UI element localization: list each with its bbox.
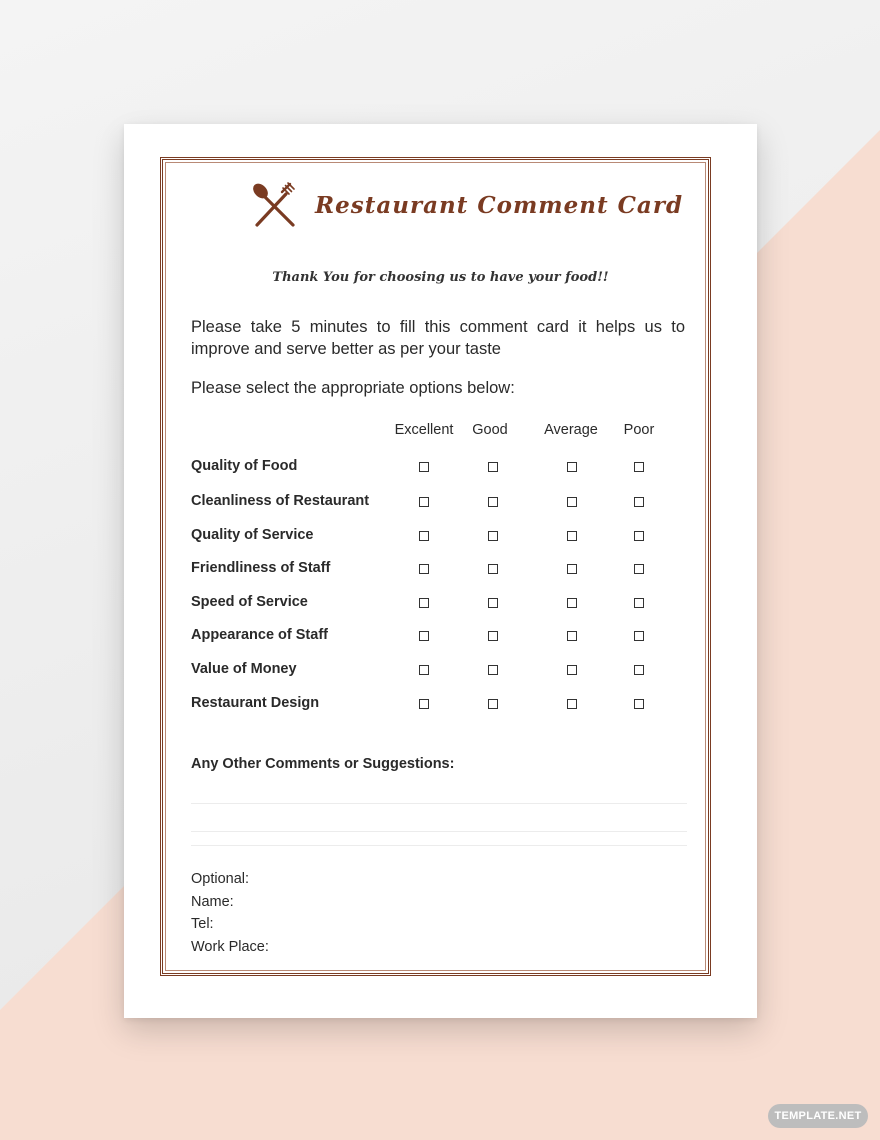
rating-checkbox-excellent[interactable] [419,631,429,641]
rating-checkbox-poor[interactable] [634,497,644,507]
rating-checkbox-average[interactable] [567,531,577,541]
rating-checkbox-poor[interactable] [634,462,644,472]
work-place-field-label[interactable]: Work Place: [191,938,269,955]
rating-checkbox-excellent[interactable] [419,699,429,709]
column-average: Average [544,422,598,438]
select-prompt: Please select the appropriate options below: [191,379,515,397]
rating-checkbox-poor[interactable] [634,665,644,675]
rating-checkbox-poor[interactable] [634,699,644,709]
rating-row [124,560,757,580]
rating-row [124,627,757,647]
rating-row [124,695,757,715]
rating-row-label: Quality of Service [191,527,314,543]
rating-checkbox-excellent[interactable] [419,462,429,472]
rating-row [124,661,757,681]
name-field-label[interactable]: Name: [191,893,234,910]
rating-checkbox-excellent[interactable] [419,564,429,574]
optional-heading: Optional: [191,871,250,887]
rating-checkbox-poor[interactable] [634,564,644,574]
rating-checkbox-good[interactable] [488,598,498,608]
rating-checkbox-average[interactable] [567,699,577,709]
rating-row [124,458,757,478]
rating-checkbox-poor[interactable] [634,631,644,641]
comment-line[interactable] [191,845,687,846]
rating-row [124,493,757,513]
intro-text: Please take 5 minutes to fill this comment card it helps us to improve and serve better as per your taste [191,318,685,358]
rating-row [124,527,757,547]
column-good: Good [472,422,508,438]
rating-checkbox-excellent[interactable] [419,665,429,675]
rating-checkbox-poor[interactable] [634,531,644,541]
watermark-badge: TEMPLATE.NET [768,1104,868,1128]
tel-field-label[interactable]: Tel: [191,916,214,933]
card-header [250,180,683,230]
rating-row-label: Restaurant Design [191,695,320,711]
thank-you-text: Thank You for choosing us to have your food!! [272,270,609,285]
rating-checkbox-excellent[interactable] [419,598,429,608]
column-poor: Poor [623,422,655,438]
rating-checkbox-average[interactable] [567,564,577,574]
rating-row-label: Value of Money [191,661,297,677]
rating-checkbox-good[interactable] [488,631,498,641]
rating-checkbox-good[interactable] [488,497,498,507]
rating-row-label: Quality of Food [191,458,298,474]
comments-label: Any Other Comments or Suggestions: [191,756,455,772]
rating-checkbox-average[interactable] [567,598,577,608]
comment-card-paper [124,124,757,1018]
rating-checkbox-good[interactable] [488,462,498,472]
rating-checkbox-good[interactable] [488,665,498,675]
rating-checkbox-excellent[interactable] [419,497,429,507]
rating-row-label: Appearance of Staff [191,627,328,643]
rating-checkbox-average[interactable] [567,497,577,507]
rating-checkbox-good[interactable] [488,699,498,709]
rating-row-label: Friendliness of Staff [191,560,331,576]
card-title: Restaurant Comment Card [315,191,684,219]
rating-checkbox-good[interactable] [488,531,498,541]
rating-row-label: Speed of Service [191,594,308,610]
rating-checkbox-average[interactable] [567,462,577,472]
rating-row-label: Cleanliness of Restaurant [191,493,370,509]
optional-section [191,868,269,958]
rating-checkbox-average[interactable] [567,631,577,641]
rating-checkbox-poor[interactable] [634,598,644,608]
comment-line[interactable] [191,803,687,804]
comment-line[interactable] [191,831,687,832]
column-excellent: Excellent [394,422,454,438]
utensils-icon [250,180,300,230]
rating-checkbox-excellent[interactable] [419,531,429,541]
rating-row [124,594,757,614]
rating-checkbox-good[interactable] [488,564,498,574]
rating-checkbox-average[interactable] [567,665,577,675]
